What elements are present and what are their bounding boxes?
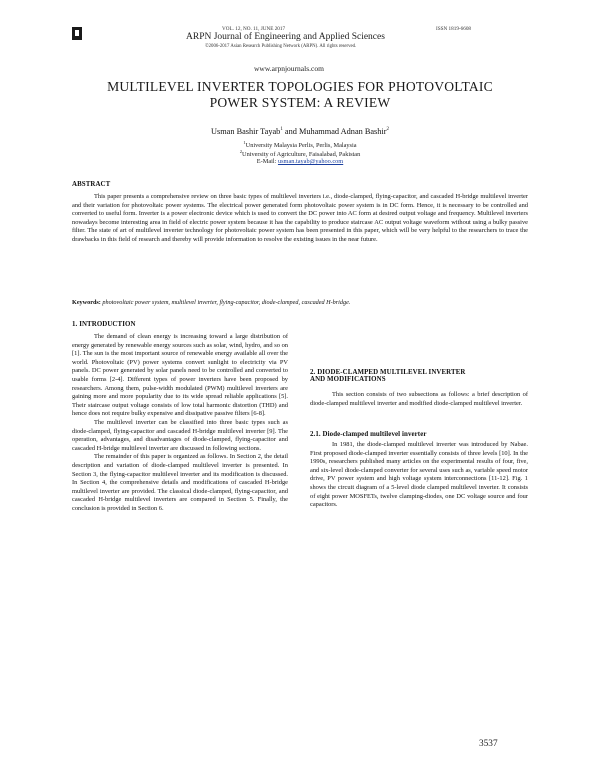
section21-body <box>310 441 528 510</box>
section1-continuation <box>310 321 528 365</box>
author-conjunction: and Muhammad Adnan Bashir <box>282 127 387 136</box>
email-line <box>0 158 600 165</box>
authors <box>0 127 600 136</box>
keywords <box>72 299 528 306</box>
section2-paragraph-1: This section consists of two subsections as follows: a brief description of diode-clamped multilevel inverter and modified diode-clamped multilevel inverter. <box>310 391 528 407</box>
author-1: Usman Bashir Tayab <box>210 127 281 136</box>
journal-logo-icon <box>72 27 82 40</box>
journal-name: ARPN Journal of Engineering and Applied Sciences <box>186 32 385 42</box>
keywords-text: photovoltaic power system, multilevel inverter, flying-capacitor, diode-clamped, cascaded H-bridge. <box>100 299 351 306</box>
abstract-body <box>72 193 528 245</box>
section2-heading-line1: 2. DIODE-CLAMPED MULTILEVEL INVERTER <box>310 369 466 376</box>
affiliation-2-sup: 2 <box>239 149 243 154</box>
journal-website-link[interactable]: www.arpnjournals.com <box>254 64 324 73</box>
affiliation-1-text: University Malaysia Perlis, Perlis, Malaysia <box>245 142 357 150</box>
section21-heading: 2.1. Diode-clamped multilevel inverter <box>310 431 427 438</box>
author-2-sup: 2 <box>386 127 390 133</box>
affiliation-2 <box>0 149 600 158</box>
paper-title <box>60 79 540 110</box>
volume-info: VOL. 12, NO. 11, JUNE 2017 <box>222 26 286 32</box>
section1-heading: 1. INTRODUCTION <box>72 321 136 328</box>
paper-title-line1: MULTILEVEL INVERTER TOPOLOGIES FOR PHOTOVOLTAIC <box>107 79 493 94</box>
abstract-text: This paper presents a comprehensive review on three basic types of multilevel inverters i.e., diode-clamped, flying-capacitor, and cascaded H-bridge multilevel inverter and their variation for photovoltaic power systems. The electrical power generated form photovoltaic power system is in DC form. Hence, it is necessary to be controlled and converted to useful form. Inverter is a power electronic device which is used to convert the DC power into AC form at desired output voltage and frequency. Multilevel inverters nowadays become interesting area in field of electric power system because it has the capability to produce staircase AC output voltage waveform without using a bulky passive filter. The state of art of multilevel inverter technology for photovoltaic power system has been presented in this paper, which will be very helpful to the researchers to trace the drawbacks in this field of research and thereby will provide information to resolve the existing issues in the near future. <box>72 193 528 243</box>
section1-paragraph-3: The remainder of this paper is organized as follows. In Section 2, the detail description and variation of diode-clamped multilevel inverter is presented. In Section 3, the flying-capacitor multilevel inverter and its modification is discussed. In Section 4, the comprehensive details and modifications of cascaded H-bridge multilevel inverter are provided. The classical diode-clamped, flying-capacitor, and cascaded H-bridge multilevel inverters are compared in Section 5. Finally, the conclusion is provided in Section 6. <box>72 453 288 512</box>
paper-title-line2: POWER SYSTEM: A REVIEW <box>209 94 391 110</box>
section1-body <box>72 333 288 708</box>
section2-heading-line2: AND MODIFICATIONS <box>310 376 386 383</box>
section1-paragraph-2: The multilevel inverter can be classified into three basic types such as diode-clamped, flying-capacitor and cascaded H-bridge multilevel inverter [9]. The operation, advantages, and disadvantages of diode-clamped, flying-capacitor and cascaded H-bridge multilevel inverter are discussed in following sections. <box>72 418 288 452</box>
section2-heading <box>310 369 528 383</box>
affiliation-1 <box>0 140 600 149</box>
email-label: E-Mail: <box>256 158 278 165</box>
email-link[interactable]: usman.tayab@yahoo.com <box>277 158 344 165</box>
page-number: 3537 <box>479 739 498 749</box>
abstract-heading: ABSTRACT <box>72 181 111 188</box>
affiliation-2-text: University of Agriculture, Faisalabad, Pakistan <box>242 151 361 159</box>
section1-paragraph-1: The demand of clean energy is increasing toward a large distribution of energy generated by renewable energy sources such as solar, wind, hydro, and so on [1]. The sun is the most important source of renewable energy available all over the world. Photovoltaic (PV) power systems convert sunlight to electricity via PV panels. DC power generated by solar panels need to be controlled and converted to usable forms [2-4]. Different types of power inverters have been proposed by researchers. Among them, pulse-width modulated (PWM) multilevel inverters are gaining more and more popularity due to its wide spread reliable applications [5]. Their staircase output voltage consists of low total harmonic distortion (THD) and hence does not require bulky expensive and dissipative passive filters [6-8]. <box>72 333 288 418</box>
section21-paragraph-1: In 1981, the diode-clamped multilevel inverter was introduced by Nabae. First proposed diode-clamped inverter essentially consists of three levels [10]. In the 1990s, researchers published many articles on the experimental results of four, five, and six-level diode-clamped converter for several uses such as, variable speed motor drive, PV power system and high voltage system interconnections [11-12]. Fig. 1 shows the circuit diagram of a 5-level diode clamped multilevel inverter. It consists of eight power MOSFETs, twelve clamping-diodes, one DC voltage source and four capacitors. <box>310 441 528 509</box>
section2-body <box>310 391 528 408</box>
issn: ISSN 1819-6608 <box>436 26 472 32</box>
keywords-label: Keywords: <box>72 299 101 306</box>
affiliation-1-sup: 1 <box>243 140 246 145</box>
author-1-sup: 1 <box>280 127 283 133</box>
copyright-notice: ©2006-2017 Asian Research Publishing Network (ARPN). All rights reserved. <box>205 44 357 49</box>
